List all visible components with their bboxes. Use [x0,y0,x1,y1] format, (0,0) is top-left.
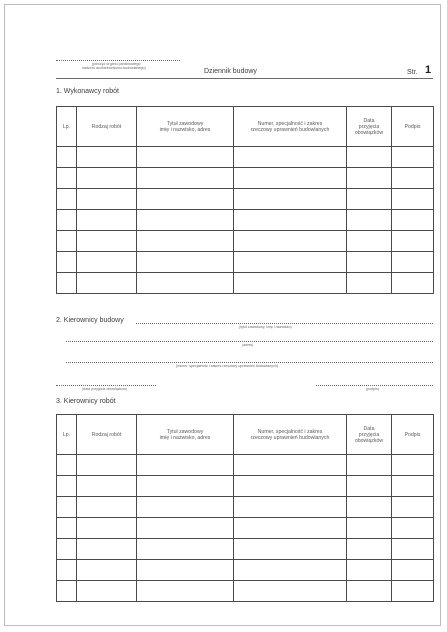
table-cell[interactable] [137,476,234,497]
table-cell[interactable] [137,168,234,189]
table-cell[interactable] [137,210,234,231]
table-cell[interactable] [57,539,77,560]
table-cell[interactable] [137,497,234,518]
table-cell[interactable] [57,168,77,189]
table-cell[interactable] [77,518,137,539]
table-cell[interactable] [137,147,234,168]
table-cell[interactable] [57,497,77,518]
table-cell[interactable] [137,539,234,560]
table-header-row [57,107,434,147]
work-managers-table [56,414,434,602]
table-cell[interactable] [392,455,434,476]
table-cell[interactable] [347,455,392,476]
table-header-row [57,415,434,455]
table-row [57,518,434,539]
table-cell[interactable] [137,231,234,252]
table-cell[interactable] [347,581,392,602]
table-cell[interactable] [57,476,77,497]
table-cell[interactable] [57,273,77,294]
table-cell[interactable] [234,539,347,560]
table-cell[interactable] [137,518,234,539]
table-cell[interactable] [347,476,392,497]
col-work-type-header: Rodzaj robót [77,107,137,147]
table-cell[interactable] [347,518,392,539]
table-cell[interactable] [57,210,77,231]
site-manager-address-line[interactable] [66,341,433,342]
table-row [57,455,434,476]
table-cell[interactable] [137,455,234,476]
table-cell[interactable] [77,189,137,210]
table-cell[interactable] [347,231,392,252]
table-cell[interactable] [347,147,392,168]
col-name-address-header: Tytuł zawodowy imię i nazwisko, adres [137,415,234,455]
site-manager-signature-caption: (podpis) [366,387,379,391]
table-row [57,168,434,189]
table-cell[interactable] [57,252,77,273]
table-row [57,252,434,273]
table-cell[interactable] [392,210,434,231]
issuer-stamp-line [56,60,180,61]
contractors-table [56,106,434,294]
site-manager-signature-line[interactable] [316,385,433,386]
table-cell[interactable] [77,455,137,476]
table-cell[interactable] [234,231,347,252]
col-license-header: Numer, specjalność i zakres rzeczowy uprawnień budowlanych [234,107,347,147]
table-cell[interactable] [57,455,77,476]
table-cell[interactable] [234,581,347,602]
table-cell[interactable] [347,273,392,294]
table-cell[interactable] [347,560,392,581]
table-cell[interactable] [137,189,234,210]
table-cell[interactable] [392,273,434,294]
table-row [57,189,434,210]
table-cell[interactable] [77,581,137,602]
site-manager-name-caption: (tytuł zawodowy, imię i nazwisko) [239,325,292,329]
table-cell[interactable] [234,497,347,518]
table-cell[interactable] [392,252,434,273]
table-cell[interactable] [347,210,392,231]
table-cell[interactable] [77,168,137,189]
page-label: Str. [407,69,418,76]
site-manager-license-line[interactable] [66,362,433,363]
table-row [57,147,434,168]
col-lp-header: Lp. [57,415,77,455]
table-cell[interactable] [392,147,434,168]
table-cell[interactable] [234,147,347,168]
table-cell[interactable] [77,252,137,273]
table-cell[interactable] [392,581,434,602]
col-date-header: Data przyjęcia obowiązków [347,107,392,147]
table-cell[interactable] [234,560,347,581]
table-cell[interactable] [57,518,77,539]
site-manager-date-line[interactable] [56,385,156,386]
table-cell[interactable] [392,231,434,252]
table-cell[interactable] [234,518,347,539]
col-name-address-header: Tytuł zawodowy imię i nazwisko, adres [137,107,234,147]
section-contractors-title: 1. Wykonawcy robót [56,88,119,95]
table-cell[interactable] [392,476,434,497]
table-cell[interactable] [77,210,137,231]
table-cell[interactable] [77,476,137,497]
table-cell[interactable] [234,168,347,189]
issuer-caption-line1: (pieczęć organu państwowego [92,62,141,66]
col-signature-header: Podpis [392,415,434,455]
table-cell[interactable] [392,518,434,539]
site-manager-date-caption: (data przyjęcia obowiązków) [82,387,128,391]
table-cell[interactable] [57,189,77,210]
col-license-header: Numer, specjalność i zakres rzeczowy uprawnień budowlanych [234,415,347,455]
col-signature-header: Podpis [392,107,434,147]
table-row [57,497,434,518]
table-cell[interactable] [234,455,347,476]
table-cell[interactable] [57,560,77,581]
table-cell[interactable] [77,560,137,581]
document-title: Dziennik budowy [204,68,257,75]
table-cell[interactable] [137,560,234,581]
table-cell[interactable] [77,539,137,560]
table-row [57,210,434,231]
table-cell[interactable] [347,252,392,273]
table-cell[interactable] [77,273,137,294]
table-cell[interactable] [137,273,234,294]
table-cell[interactable] [347,189,392,210]
table-cell[interactable] [234,189,347,210]
table-cell[interactable] [392,497,434,518]
section-site-managers-title: 2. Kierownicy budowy [56,317,124,324]
table-cell[interactable] [234,252,347,273]
table-cell[interactable] [137,252,234,273]
col-lp-header: Lp. [57,107,77,147]
table-cell[interactable] [137,581,234,602]
table-cell[interactable] [77,147,137,168]
table-cell[interactable] [392,168,434,189]
table-cell[interactable] [392,539,434,560]
site-manager-address-caption: (adres) [242,343,254,347]
site-manager-license-caption: (numer, specjalność i zakres rzeczowy uprawnień budowlanych) [176,364,279,368]
table-cell[interactable] [234,210,347,231]
table-cell[interactable] [57,147,77,168]
col-date-header: Data przyjęcia obowiązków [347,415,392,455]
section-work-managers-title: 3. Kierownicy robót [56,398,116,405]
site-manager-name-line[interactable] [136,323,433,324]
table-cell[interactable] [392,189,434,210]
header-rule [56,78,433,79]
table-cell[interactable] [57,581,77,602]
table-row [57,560,434,581]
col-work-type-header: Rodzaj robót [77,415,137,455]
table-cell[interactable] [234,273,347,294]
table-cell[interactable] [347,168,392,189]
table-row [57,231,434,252]
table-cell[interactable] [347,497,392,518]
table-cell[interactable] [234,476,347,497]
table-cell[interactable] [347,539,392,560]
table-cell[interactable] [57,231,77,252]
table-cell[interactable] [392,560,434,581]
table-row [57,539,434,560]
issuer-caption-line2: nadzoru architektoniczno-budowlanego) [82,66,146,70]
table-row [57,476,434,497]
table-cell[interactable] [77,497,137,518]
table-cell[interactable] [77,231,137,252]
table-row [57,581,434,602]
table-row [57,273,434,294]
page-number: 1 [425,64,432,76]
